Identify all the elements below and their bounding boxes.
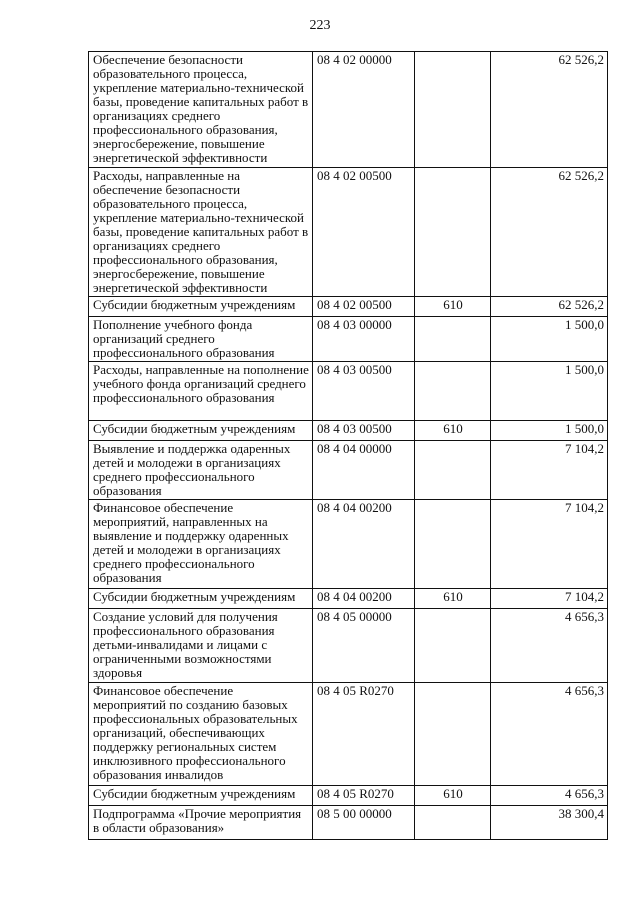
table-row [89, 609, 608, 683]
row-amount: 1 500,0 [491, 362, 608, 421]
row-code: 08 4 04 00000 [313, 441, 415, 500]
row-code: 08 4 03 00500 [313, 421, 415, 441]
row-type [415, 609, 491, 683]
row-code: 08 4 02 00500 [313, 297, 415, 317]
table-row [89, 683, 608, 786]
row-code: 08 4 05 00000 [313, 609, 415, 683]
row-amount: 62 526,2 [491, 52, 608, 168]
page-number: 223 [309, 18, 331, 33]
row-amount: 62 526,2 [491, 168, 608, 297]
table-row [89, 786, 608, 806]
table-row [89, 421, 608, 441]
row-name: Пополнение учебного фонда организаций среднего профессионального образования [89, 317, 313, 362]
table-row [89, 500, 608, 589]
table-row [89, 52, 608, 168]
row-amount: 4 656,3 [491, 609, 608, 683]
budget-table [88, 51, 608, 840]
row-name: Финансовое обеспечение мероприятий по созданию базовых профессиональных образовательных организаций, обеспечивающих поддержку региональных систем инклюзивного профессионального образования инвалидов [89, 683, 313, 786]
row-code: 08 4 04 00200 [313, 589, 415, 609]
row-code: 08 4 03 00000 [313, 317, 415, 362]
row-amount: 4 656,3 [491, 786, 608, 806]
table-row [89, 297, 608, 317]
row-type: 610 [415, 589, 491, 609]
table-row [89, 317, 608, 362]
row-amount: 1 500,0 [491, 421, 608, 441]
row-name: Выявление и поддержка одаренных детей и молодежи в организациях среднего профессионального образования [89, 441, 313, 500]
row-type [415, 683, 491, 786]
row-amount: 7 104,2 [491, 441, 608, 500]
row-type: 610 [415, 786, 491, 806]
row-amount: 7 104,2 [491, 589, 608, 609]
row-name: Обеспечение безопасности образовательного процесса, укрепление материально-технической базы, проведение капитальных работ в организациях среднего профессионального образования, энергосбережение, повышение энергетической эффективности [89, 52, 313, 168]
row-type [415, 317, 491, 362]
row-code: 08 4 05 R0270 [313, 786, 415, 806]
row-type: 610 [415, 297, 491, 317]
row-code: 08 4 05 R0270 [313, 683, 415, 786]
row-name: Субсидии бюджетным учреждениям [89, 786, 313, 806]
row-type [415, 168, 491, 297]
table-row [89, 441, 608, 500]
row-type: 610 [415, 421, 491, 441]
table-row [89, 362, 608, 421]
row-name: Создание условий для получения профессионального образования детьми-инвалидами и лицами с ограниченными возможностями здоровья [89, 609, 313, 683]
row-name: Расходы, направленные на пополнение учебного фонда организаций среднего профессионального образования [89, 362, 313, 421]
row-code: 08 4 02 00000 [313, 52, 415, 168]
row-amount: 62 526,2 [491, 297, 608, 317]
row-name: Подпрограмма «Прочие мероприятия в области образования» [89, 806, 313, 840]
row-type [415, 52, 491, 168]
row-type [415, 500, 491, 589]
row-name: Финансовое обеспечение мероприятий, направленных на выявление и поддержку одаренных детей и молодежи в организациях среднего профессионального образования [89, 500, 313, 589]
row-name: Расходы, направленные на обеспечение безопасности образовательного процесса, укрепление материально-технической базы, проведение капитальных работ в организациях среднего профессионального образования, энергосбережение, повышение энергетической эффективности [89, 168, 313, 297]
row-amount: 7 104,2 [491, 500, 608, 589]
row-amount: 4 656,3 [491, 683, 608, 786]
row-code: 08 4 03 00500 [313, 362, 415, 421]
row-code: 08 5 00 00000 [313, 806, 415, 840]
row-type [415, 362, 491, 421]
row-code: 08 4 04 00200 [313, 500, 415, 589]
table-row [89, 589, 608, 609]
row-name: Субсидии бюджетным учреждениям [89, 421, 313, 441]
table-row [89, 806, 608, 840]
table-row [89, 168, 608, 297]
row-name: Субсидии бюджетным учреждениям [89, 589, 313, 609]
row-name: Субсидии бюджетным учреждениям [89, 297, 313, 317]
row-amount: 38 300,4 [491, 806, 608, 840]
row-type [415, 441, 491, 500]
row-type [415, 806, 491, 840]
row-code: 08 4 02 00500 [313, 168, 415, 297]
row-amount: 1 500,0 [491, 317, 608, 362]
